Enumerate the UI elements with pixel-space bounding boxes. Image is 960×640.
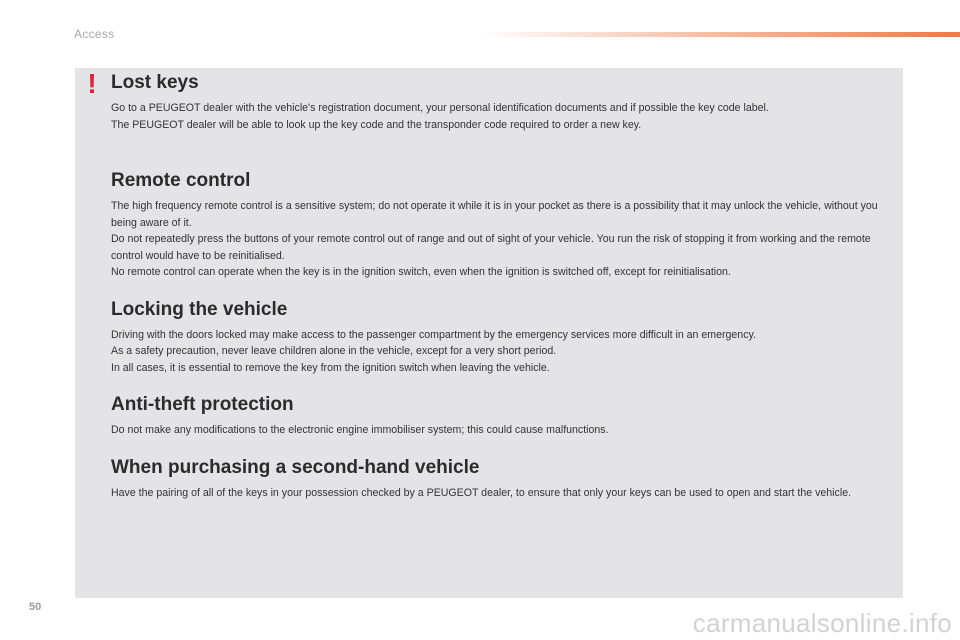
body-line: Driving with the doors locked may make access to the passenger compartment by the emergency services more difficult in an emergency. <box>111 328 756 341</box>
section-body <box>111 327 896 377</box>
section-heading: Locking the vehicle <box>111 298 288 320</box>
exclamation-icon: ! <box>87 68 97 99</box>
page-number: 50 <box>29 601 42 613</box>
watermark: carmanualsonline.info <box>692 608 952 638</box>
section-heading: Anti-theft protection <box>111 394 294 415</box>
content-area <box>111 70 896 501</box>
section-body <box>111 485 896 502</box>
body-line: Do not make any modifications to the electronic engine immobiliser system; this could cause malfunctions. <box>111 424 609 436</box>
body-line: Go to a PEUGEOT dealer with the vehicle's registration document, your personal identification documents and if possible the key code label. <box>111 102 769 114</box>
section-lost-keys <box>111 70 896 133</box>
header-gradient-rule <box>480 32 960 37</box>
section-heading: Lost keys <box>111 72 199 93</box>
section-locking-vehicle <box>111 297 896 377</box>
section-remote-control <box>111 168 896 281</box>
section-heading: Remote control <box>111 170 251 191</box>
section-body <box>111 422 896 439</box>
section-title: Access <box>74 27 115 41</box>
body-line: As a safety precaution, never leave children alone in the vehicle, except for a very short period. <box>111 345 557 357</box>
body-line: No remote control can operate when the key is in the ignition switch, even when the ignition is switched off, except for reinitialisation. <box>111 266 731 278</box>
body-line: The high frequency remote control is a sensitive system; do not operate it while it is in your pocket as there is a possibility that it may unlock the vehicle, without you being aware of it. <box>111 200 878 229</box>
section-anti-theft <box>111 392 896 439</box>
body-line: Do not repeatedly press the buttons of your remote control out of range and out of sight of your vehicle. You run the risk of stopping it from working and the remote control would have to be reinitialised. <box>111 233 871 262</box>
section-second-hand <box>111 455 896 502</box>
body-line: Have the pairing of all of the keys in your possession checked by a PEUGEOT dealer, to ensure that only your keys can be used to open and start the vehicle. <box>111 486 852 499</box>
section-body <box>111 198 896 281</box>
section-heading: When purchasing a second-hand vehicle <box>111 456 480 478</box>
section-body <box>111 100 896 133</box>
body-line: In all cases, it is essential to remove the key from the ignition switch when leaving the vehicle. <box>111 361 550 374</box>
body-line: The PEUGEOT dealer will be able to look up the key code and the transponder code required to order a new key. <box>111 118 642 131</box>
